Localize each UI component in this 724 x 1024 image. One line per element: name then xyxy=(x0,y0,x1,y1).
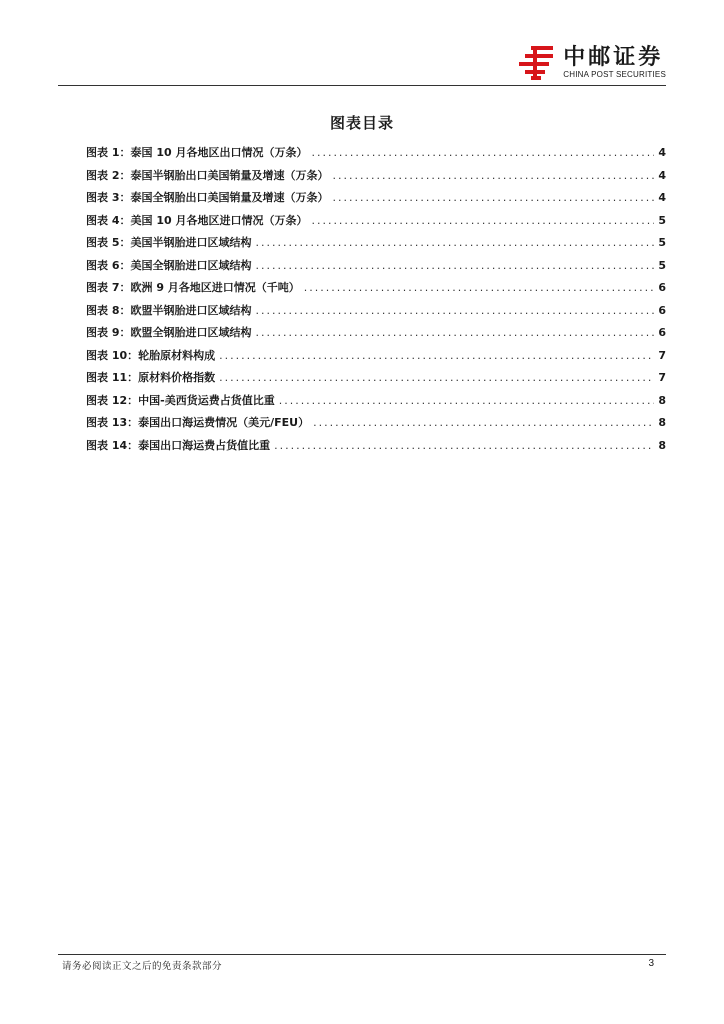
toc-entry-page: 8 xyxy=(658,438,666,452)
toc-entry-page: 8 xyxy=(658,416,666,429)
toc-leader-dots xyxy=(255,259,654,272)
toc-entry[interactable] xyxy=(86,302,666,325)
toc-entry[interactable] xyxy=(86,167,666,190)
toc-entry-page: 8 xyxy=(658,393,666,407)
toc-entry-label: 图表 8：欧盟半钢胎进口区域结构 xyxy=(86,303,252,317)
china-post-logo-icon xyxy=(517,44,557,82)
toc-entry-page: 4 xyxy=(658,168,666,182)
toc-entry-label: 图表 5：美国半钢胎进口区域结构 xyxy=(86,236,252,249)
toc-entry-page: 5 xyxy=(658,236,666,249)
toc-leader-dots xyxy=(311,146,654,159)
header-divider xyxy=(58,85,666,86)
toc-entry-label: 图表 13：泰国出口海运费情况（美元/FEU） xyxy=(86,416,310,429)
toc-entry-label: 图表 9：欧盟全钢胎进口区域结构 xyxy=(86,326,252,339)
toc-entry-page: 4 xyxy=(658,146,666,159)
toc-leader-dots xyxy=(279,394,655,407)
toc-entry-label: 图表 1：泰国 10 月各地区出口情况（万条） xyxy=(86,146,308,159)
toc-entry-page: 6 xyxy=(658,303,666,317)
page-header xyxy=(0,0,724,90)
toc-entry[interactable] xyxy=(86,234,666,257)
toc-entry-label: 图表 11：原材料价格指数 xyxy=(86,371,216,384)
footer-divider xyxy=(58,954,666,955)
toc-entry-page: 6 xyxy=(658,281,666,294)
toc-entry[interactable] xyxy=(86,144,666,167)
toc-entry[interactable] xyxy=(86,324,666,347)
toc-entry[interactable] xyxy=(86,369,666,392)
toc-leader-dots xyxy=(332,169,654,182)
page-number: 3 xyxy=(648,958,654,969)
toc-entry-label: 图表 14：泰国出口海运费占货值比重 xyxy=(86,438,271,452)
toc-entry[interactable] xyxy=(86,257,666,280)
brand-name-cn: 中邮证券 xyxy=(563,45,664,70)
toc-entry-label: 图表 12：中国-美西货运费占货值比重 xyxy=(86,393,275,407)
toc-entry-page: 7 xyxy=(658,371,666,384)
toc-entry[interactable] xyxy=(86,347,666,370)
table-of-figures xyxy=(86,144,666,459)
toc-leader-dots xyxy=(219,349,654,362)
toc-entry-label: 图表 3：泰国全钢胎出口美国销量及增速（万条） xyxy=(86,191,329,204)
toc-entry[interactable] xyxy=(86,414,666,437)
footer-disclaimer: 请务必阅读正文之后的免责条款部分 xyxy=(62,961,223,972)
toc-leader-dots xyxy=(332,191,654,204)
page-title: 图表目录 xyxy=(329,114,394,132)
toc-entry[interactable] xyxy=(86,279,666,302)
toc-entry-label: 图表 6：美国全钢胎进口区域结构 xyxy=(86,258,252,272)
toc-entry-page: 7 xyxy=(658,348,666,362)
brand-logo xyxy=(517,44,666,82)
toc-entry[interactable] xyxy=(86,437,666,460)
toc-leader-dots xyxy=(255,236,654,249)
toc-entry[interactable] xyxy=(86,212,666,235)
toc-leader-dots xyxy=(313,416,654,429)
toc-entry-label: 图表 10：轮胎原材料构成 xyxy=(86,348,216,362)
brand-name-en: CHINA POST SECURITIES xyxy=(563,70,666,79)
toc-entry-page: 4 xyxy=(658,191,666,204)
toc-leader-dots xyxy=(219,371,654,384)
toc-leader-dots xyxy=(311,214,654,227)
toc-entry-page: 5 xyxy=(658,213,666,227)
toc-entry-label: 图表 4：美国 10 月各地区进口情况（万条） xyxy=(86,213,308,227)
toc-leader-dots xyxy=(255,304,654,317)
toc-leader-dots xyxy=(255,326,654,339)
toc-leader-dots xyxy=(304,281,655,294)
toc-leader-dots xyxy=(274,439,654,452)
toc-entry-label: 图表 2：泰国半钢胎出口美国销量及增速（万条） xyxy=(86,168,329,182)
brand-text xyxy=(563,46,666,80)
toc-entry[interactable] xyxy=(86,189,666,212)
toc-entry[interactable] xyxy=(86,392,666,415)
toc-entry-page: 6 xyxy=(658,326,666,339)
toc-entry-page: 5 xyxy=(658,258,666,272)
toc-entry-label: 图表 7：欧洲 9 月各地区进口情况（千吨） xyxy=(86,281,300,294)
